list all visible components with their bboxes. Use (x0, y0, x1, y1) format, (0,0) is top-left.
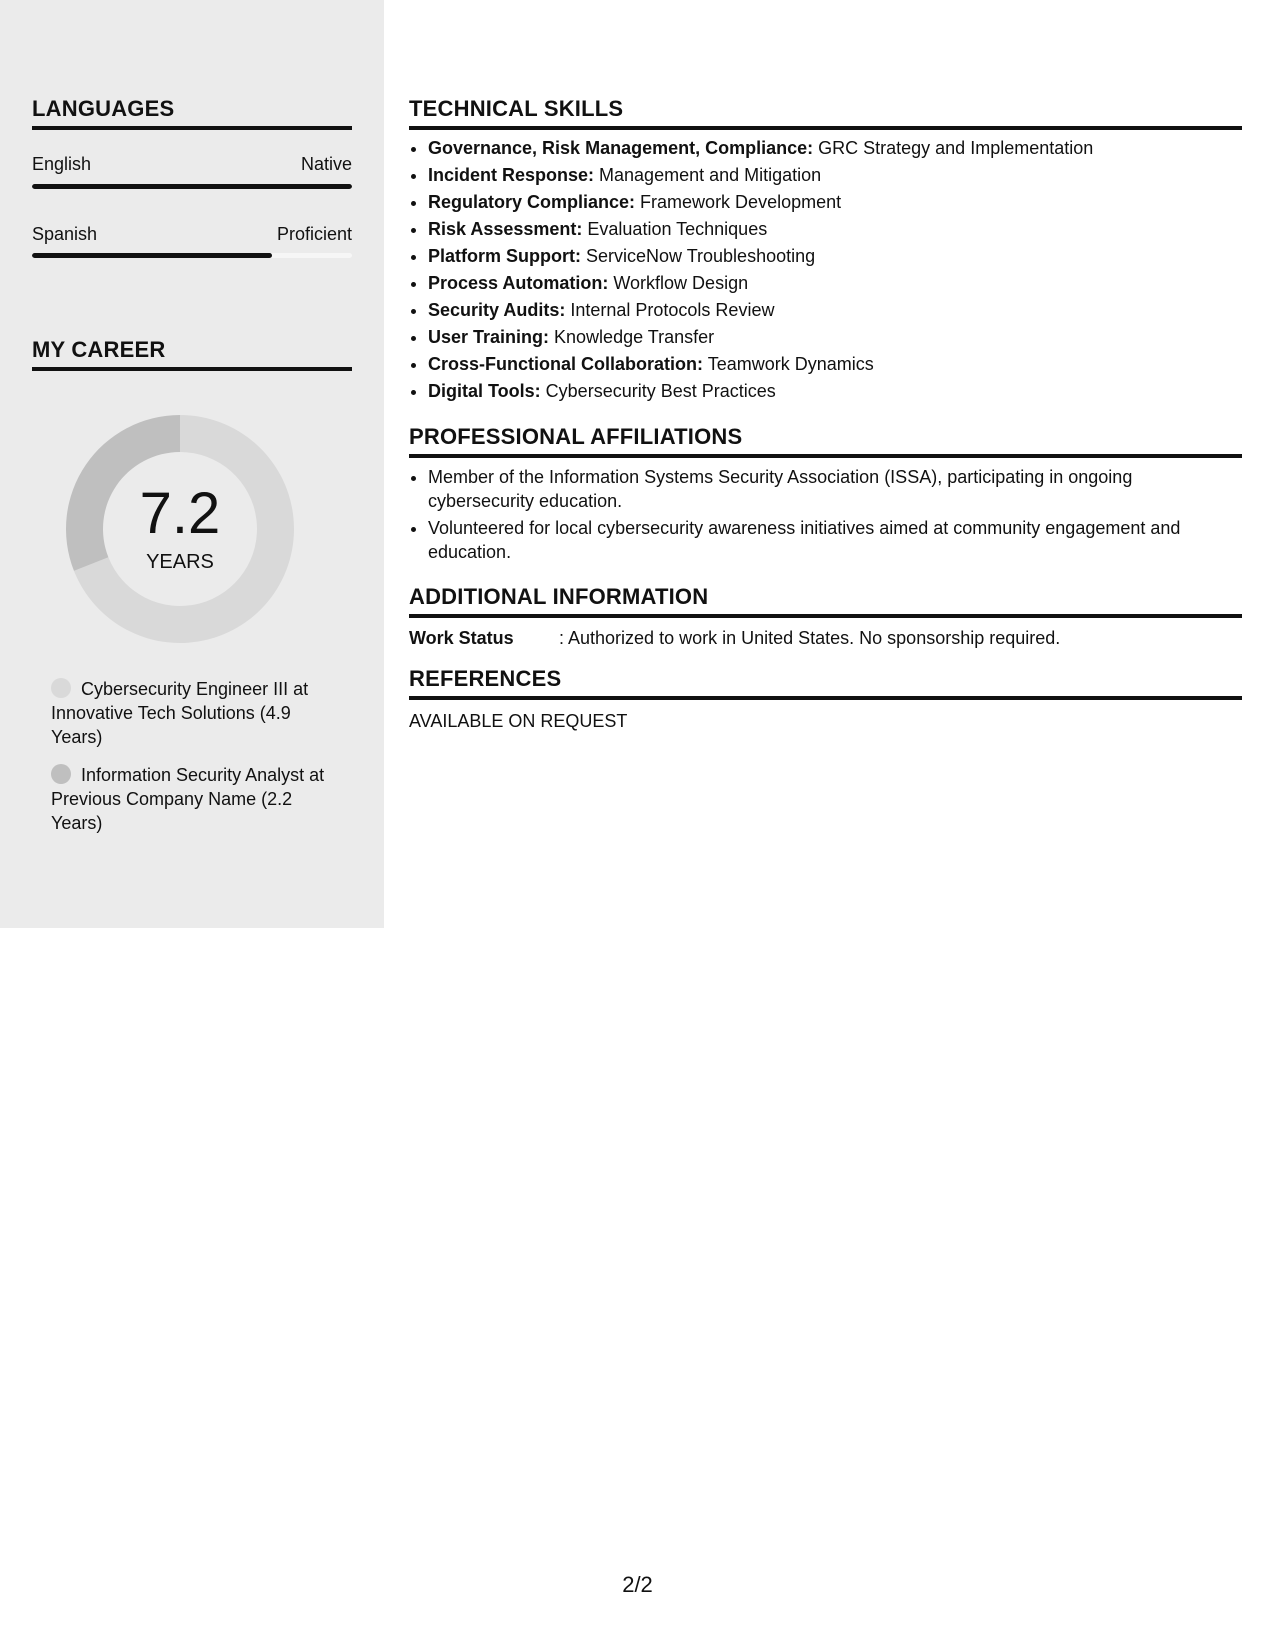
skill-value: ServiceNow Troubleshooting (581, 246, 816, 266)
skill-value: Management and Mitigation (594, 165, 822, 185)
legend-dot-icon (51, 678, 71, 698)
language-name: Spanish (32, 224, 98, 244)
legend-dot-icon (51, 764, 71, 784)
language-row-spanish (32, 225, 352, 243)
additional-info-heading: ADDITIONAL INFORMATION (409, 586, 1242, 618)
technical-skill-item (428, 135, 1242, 162)
affiliation-item: • Member of the Information Systems Security Association (ISSA), participating in ongoing cybersecurity education. (428, 465, 1242, 513)
language-bar-spanish (32, 253, 352, 258)
work-status-value: : Authorized to work in United States. No sponsorship required. (559, 628, 1061, 648)
skill-label: Platform Support: (428, 246, 581, 266)
technical-skills-heading: TECHNICAL SKILLS (409, 98, 1242, 130)
language-row-english (32, 155, 352, 173)
skill-value: Evaluation Techniques (582, 219, 768, 239)
technical-skill-item (428, 378, 1242, 405)
work-status-label: Work Status (409, 628, 514, 648)
references-text: AVAILABLE ON REQUEST (409, 711, 628, 731)
technical-skill-item (428, 297, 1242, 324)
career-donut-chart (66, 415, 294, 643)
language-level: Native (300, 154, 352, 174)
career-legend-item (51, 677, 331, 749)
skill-label: Security Audits: (428, 300, 566, 320)
skill-value: Teamwork Dynamics (703, 354, 874, 374)
career-legend-text: Information Security Analyst at Previous Company Name (2.2 Years) (51, 765, 325, 833)
sidebar (0, 0, 384, 928)
career-legend-item (51, 763, 331, 835)
technical-skill-item (428, 351, 1242, 378)
language-name: English (32, 154, 92, 174)
skill-label: Governance, Risk Management, Compliance: (428, 138, 814, 158)
affiliations-heading: PROFESSIONAL AFFILIATIONS (409, 426, 1242, 458)
skill-label: Risk Assessment: (428, 219, 583, 239)
language-bar-fill (32, 184, 352, 189)
skill-label: Incident Response: (428, 165, 595, 185)
technical-skill-item (428, 243, 1242, 270)
skill-value: Knowledge Transfer (549, 327, 715, 347)
career-legend-text: Cybersecurity Engineer III at Innovative Tech Solutions (4.9 Years) (51, 679, 309, 747)
skill-value: Framework Development (635, 192, 842, 212)
skill-label: Regulatory Compliance: (428, 192, 636, 212)
work-status-row (409, 627, 1242, 649)
technical-skills-list (409, 135, 1242, 405)
skill-label: Digital Tools: (428, 381, 541, 401)
technical-skill-item (428, 324, 1242, 351)
career-total-value: 7.2 (139, 481, 221, 546)
page-number: 2/2 (622, 1572, 653, 1597)
career-heading: MY CAREER (32, 339, 352, 371)
skill-value: Workflow Design (608, 273, 749, 293)
technical-skill-item (428, 270, 1242, 297)
languages-heading: LANGUAGES (32, 98, 352, 130)
language-bar-fill (32, 253, 272, 258)
language-level: Proficient (276, 224, 352, 244)
affiliation-item: • Volunteered for local cybersecurity awareness initiatives aimed at community engagement and education. (428, 516, 1242, 564)
affiliations-list (409, 465, 1242, 567)
skill-label: Cross-Functional Collaboration: (428, 354, 704, 374)
references-heading: REFERENCES (409, 668, 1242, 700)
language-bar-english (32, 184, 352, 189)
technical-skill-item (428, 189, 1242, 216)
skill-value: GRC Strategy and Implementation (813, 138, 1094, 158)
skill-label: Process Automation: (428, 273, 609, 293)
technical-skill-item (428, 162, 1242, 189)
career-total-unit: YEARS (146, 551, 214, 573)
skill-label: User Training: (428, 327, 550, 347)
skill-value: Internal Protocols Review (565, 300, 775, 320)
skill-value: Cybersecurity Best Practices (540, 381, 776, 401)
technical-skill-item (428, 216, 1242, 243)
